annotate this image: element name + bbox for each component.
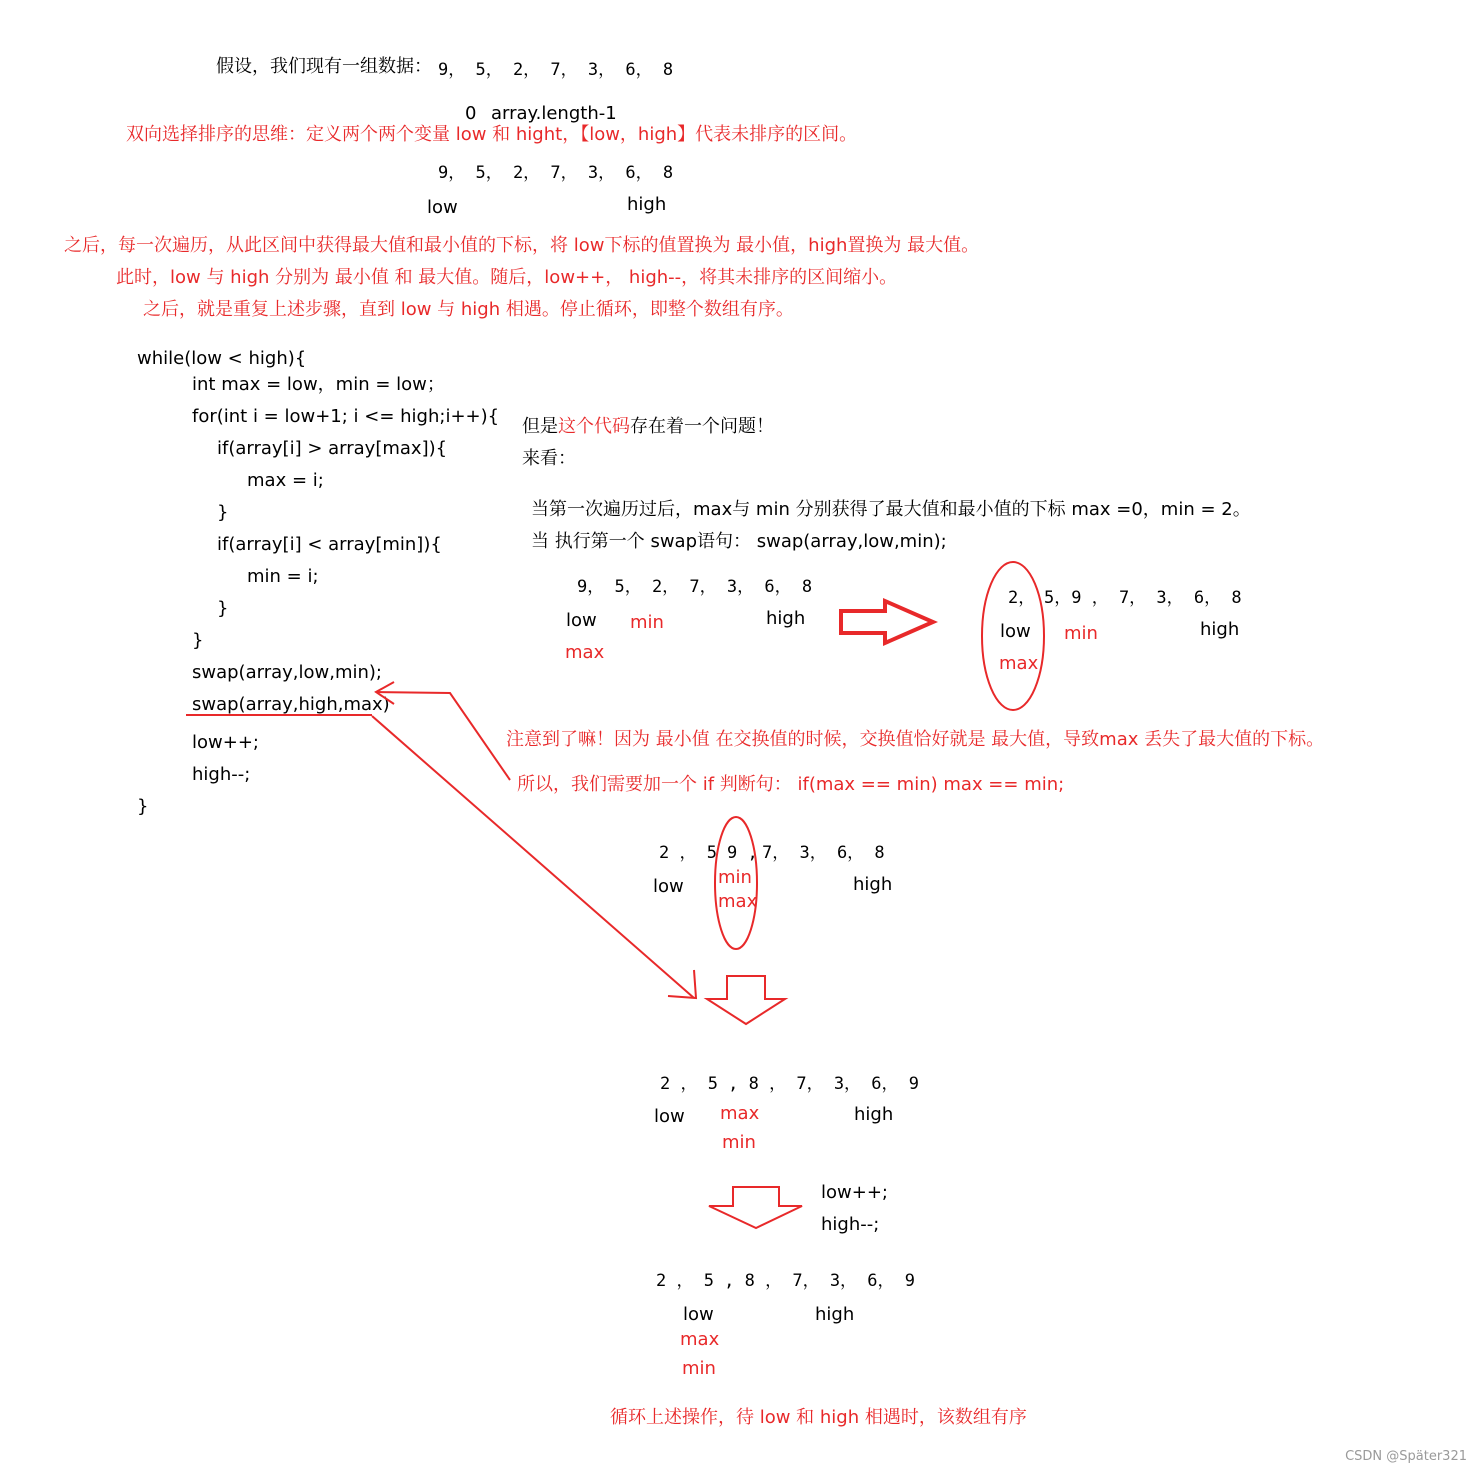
step2-array-rest: 5，9 ， 7， 3， 6， 8	[1044, 588, 1242, 608]
exec-swap-text: 当 执行第一个 swap语句： swap(array,low,min);	[531, 531, 947, 552]
code-line: int max = low，min = low；	[192, 374, 445, 395]
step2-highlight-ellipse	[982, 562, 1044, 710]
step2-low: low	[1000, 621, 1031, 642]
code-line: min = i;	[247, 566, 319, 587]
notice-text: 注意到了嘛！因为 最小值 在交换值的时候，交换值恰好就是 最大值，导致max 丢失了最大值的下标。	[506, 729, 1325, 750]
step4-low: low	[654, 1106, 685, 1127]
step5-low: low	[683, 1304, 714, 1325]
step1-high: high	[766, 608, 806, 629]
step5-min: min	[682, 1358, 716, 1379]
step3-min: min	[718, 867, 752, 888]
intro-label: 假设，我们现有一组数据：	[216, 56, 432, 77]
step2-max: max	[999, 653, 1039, 674]
step3-array-first: 2 ， 5	[659, 843, 717, 863]
right-block-arrow	[841, 601, 933, 643]
code-line: high--;	[192, 764, 251, 785]
explain-line-2: 此时，low 与 high 分别为 最小值 和 最大值。随后，low++， high--，将其未排序的区间缩小。	[116, 267, 898, 288]
step3-low: low	[653, 876, 684, 897]
row1-array: 9， 5， 2， 7， 3， 6， 8	[438, 163, 674, 183]
diagonal-arrow-head	[668, 970, 696, 998]
code-line: if(array[i] < array[min]){	[217, 534, 442, 555]
conclusion-text: 循环上述操作，待 low 和 high 相遇时，该数组有序	[610, 1407, 1027, 1428]
step4-max: max	[720, 1103, 760, 1124]
code-line: }	[217, 598, 229, 619]
problem-highlight: 这个代码	[558, 416, 630, 437]
step1-max: max	[565, 642, 605, 663]
row1-high: high	[627, 194, 667, 215]
index-zero: 0	[465, 103, 477, 124]
step3-highlight-ellipse	[715, 817, 757, 949]
down-block-arrow-2	[709, 1187, 802, 1228]
code-line: while(low < high){	[137, 348, 307, 369]
code-line: }	[192, 630, 204, 651]
code-line: }	[217, 502, 229, 523]
step5-high: high	[815, 1304, 855, 1325]
code-line: }	[137, 796, 149, 817]
code-line: swap(array,low,min);	[192, 662, 382, 683]
problem-prefix: 但是	[522, 416, 558, 437]
watermark: CSDN @Später321	[1345, 1449, 1467, 1464]
index-length: array.length-1	[491, 103, 617, 124]
step5-max: max	[680, 1329, 720, 1350]
step3-high: high	[853, 874, 893, 895]
step1-low: low	[566, 610, 597, 631]
explain-line-3: 之后，就是重复上述步骤，直到 low 与 high 相遇。停止循环，即整个数组有序。	[143, 299, 794, 320]
step2-array-first: 2，	[1008, 588, 1036, 608]
code-line: max = i;	[247, 470, 324, 491]
step3-max: max	[718, 891, 758, 912]
idea-text: 双向选择排序的思维：定义两个两个变量 low 和 hight，【low，high】代表未排序的区间。	[126, 124, 858, 145]
diagonal-arrow-line	[372, 716, 694, 998]
row1-low: low	[427, 197, 458, 218]
increment-high: high--;	[821, 1214, 880, 1235]
step4-min: min	[722, 1132, 756, 1153]
step1-min: min	[630, 612, 664, 633]
code-line-swap-high: swap(array,high,max)	[192, 694, 390, 715]
step3-array-mid: 9 ,	[727, 843, 758, 863]
step2-min: min	[1064, 623, 1098, 644]
explain-line-1: 之后，每一次遍历，从此区间中获得最大值和最小值的下标，将 low下标的值置换为 最小值，high置换为 最大值。	[64, 235, 980, 256]
down-block-arrow-1	[707, 976, 785, 1024]
step4-high: high	[854, 1104, 894, 1125]
intro-array: 9， 5， 2， 7， 3， 6， 8	[438, 60, 674, 80]
step3-array-rest: 7， 3， 6， 8	[762, 843, 885, 863]
step5-array: 2 ， 5 , 8 ， 7， 3， 6， 9	[656, 1271, 915, 1291]
step2-high: high	[1200, 619, 1240, 640]
problem-suffix: 存在着一个问题！	[630, 416, 774, 437]
problem-look: 来看：	[522, 448, 576, 469]
increment-low: low++;	[821, 1182, 888, 1203]
fix-text: 所以，我们需要加一个 if 判断句： if(max == min) max == min;	[517, 774, 1065, 795]
code-line: low++;	[192, 732, 259, 753]
step4-array: 2 ， 5 , 8 ， 7， 3， 6， 9	[660, 1074, 919, 1094]
code-line: for(int i = low+1; i <= high;i++){	[192, 406, 500, 427]
after-first-text: 当第一次遍历过后，max与 min 分别获得了最大值和最小值的下标 max =0，min = 2。	[531, 499, 1251, 520]
step1-array: 9， 5， 2， 7， 3， 6， 8	[577, 577, 813, 597]
code-line: if(array[i] > array[max]){	[217, 438, 448, 459]
